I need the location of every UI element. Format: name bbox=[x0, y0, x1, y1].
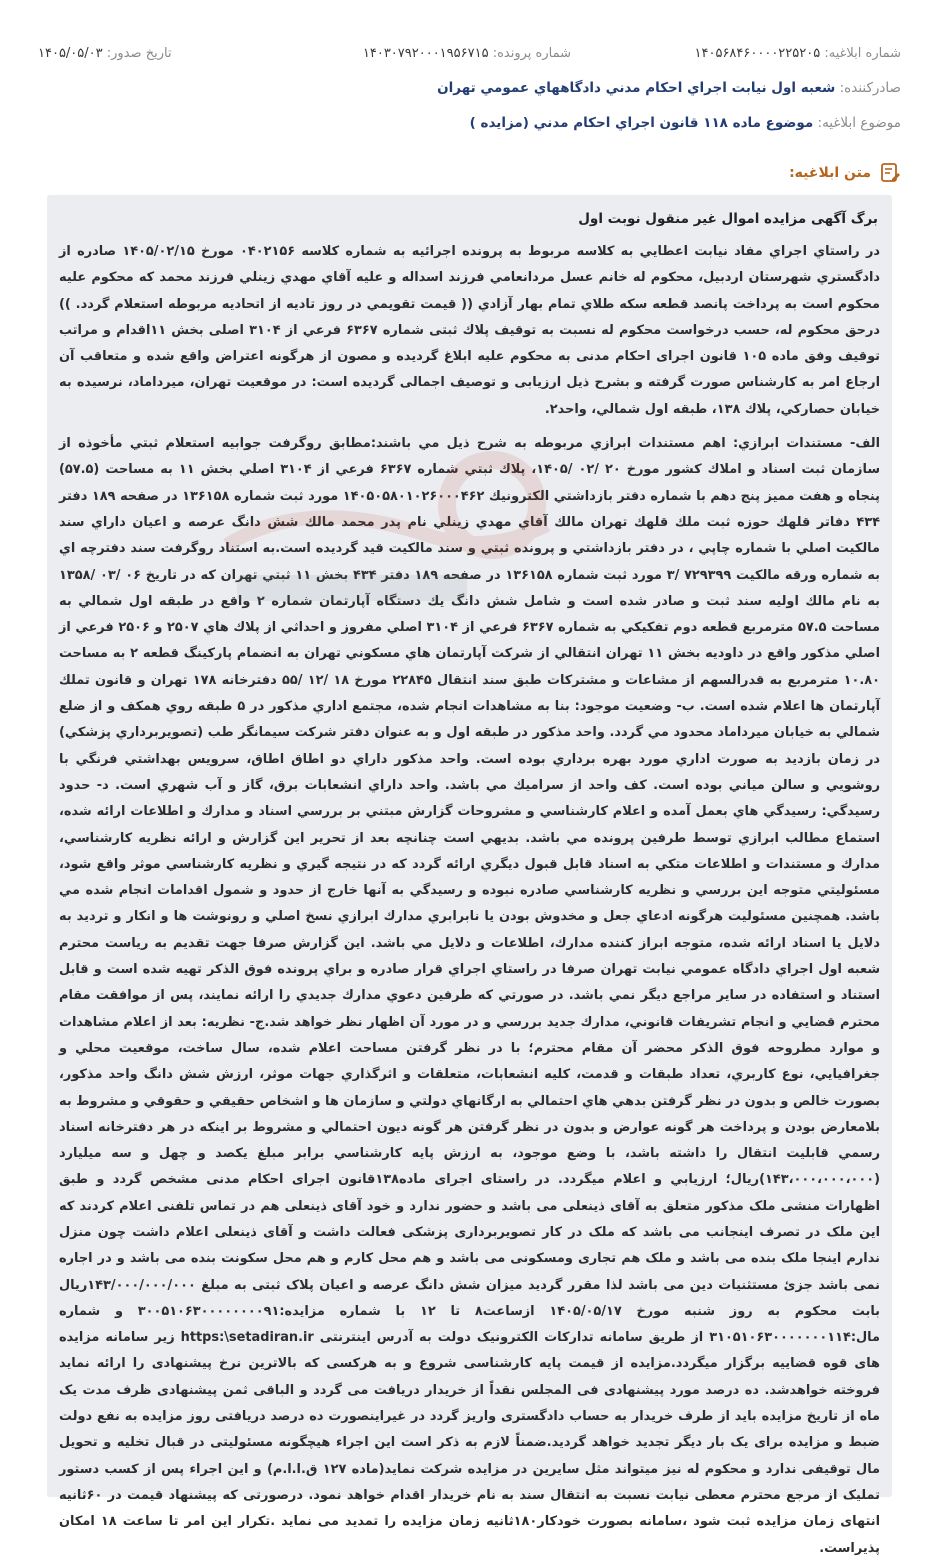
edit-document-icon bbox=[879, 162, 901, 184]
notice-heading: برگ آگهی مزایده اموال غیر منقول نوبت اول bbox=[578, 211, 878, 227]
notice-meta-row bbox=[38, 46, 901, 70]
notice-text-box bbox=[47, 195, 892, 1556]
notice-number bbox=[695, 46, 901, 61]
subject-row bbox=[38, 115, 901, 131]
issuer-label: صادرکننده: bbox=[839, 80, 901, 96]
notice-number-label: شماره ابلاغيه: bbox=[824, 46, 901, 61]
issuer-row bbox=[38, 80, 901, 96]
notice-number-value: ۱۴۰۵۶۸۴۶۰۰۰۰۲۲۵۲۰۵ bbox=[694, 46, 821, 61]
notice-text-heading bbox=[789, 160, 901, 186]
case-number bbox=[363, 46, 571, 61]
case-number-label: شماره پرونده: bbox=[492, 46, 571, 61]
issue-date bbox=[38, 46, 172, 61]
notice-text-title: متن ابلاغيه: bbox=[789, 165, 871, 181]
notice-paragraph-details: الف- مستندات ابرازي: اهم مستندات ابرازي مربوطه به شرح ذيل مي باشند:مطابق روگرفت جوابيه استعلام ثبتي مأخوذه از سازمان ثبت اسناد و املاك كشور مورخ ۲۰ /۰۲ /۱۴۰۵، پلاك ثبتي شماره ۶۳۶۷ فرعي از ۳۱۰۴ اصلي بخش ۱۱ به مساحت (۵۷.۵) پنجاه و هفت مميز پنج دهم با شماره دفتر بازداشتي الكترونيك ۱۴۰۵۰۵۸۰۱۰۲۶۰۰۰۴۶۲ مورد ثبت شماره ۱۳۶۱۵۸ در صفحه ۱۸۹ دفتر ۴۳۴ دفاتر قلهك حوزه ثبت ملك قلهك تهران مالك آقاي مهدي زينلي نام پدر محمد مالك شش دانگ عرصه و اعيان داراي سند مالكيت اصلي با شماره چاپي ، در دفتر بازداشتي و پرونده ثبتي و سند مالكيت قيد گرديده است.به استناد روگرفت سند دفترچه اي به شماره ورقه مالكيت ۷۲۹۳۹۹ /۳ مورد ثبت شماره ۱۳۶۱۵۸ در صفحه ۱۸۹ دفتر ۴۳۴ بخش ۱۱ ثبتي تهران كه در تاريخ ۰۶ /۰۳ /۱۳۵۸ به نام مالك اوليه سند ثبت و صادر شده است و شامل شش دانگ يك دستگاه آپارتمان شماره ۲ واقع در طبقه اول شمالي به مساحت ۵۷.۵ مترمربع قطعه دوم تفكيكي به شماره ۶۳۶۷ فرعي از ۳۱۰۴ اصلي مفروز و احداثي از پلاك هاي ۲۵۰۷ و ۲۵۰۶ فرعي از اصلي مذكور واقع در داوديه بخش ۱۱ تهران انتقالي از شركت آپارتمان هاي مسكوني تهران به انضمام پاركينگ قطعه ۲ به مساحت ۱۰.۸۰ مترمربع به قدرالسهم از مشاعات و مشتركات طبق سند انتقال ۲۲۸۴۵ مورخ ۱۸ /۱۲ /۵۵ دفترخانه ۱۷۸ تهران و قانون تملك آپارتمان ها اعلام شده است. ب- وضعيت موجود: بنا به مشاهدات انجام شده، مجتمع اداري مذكور در ۵ طبقه روي همكف و از ضلع شمالي به خيابان ميرداماد محدود مي گردد. واحد مذكور در طبقه اول و به عنوان دفتر شركت سيمانگر طب (تصويربرداري پزشكي) در زمان بازديد به صورت اداري مورد بهره برداري بوده است. واحد مذكور داراي دو اطاق اطاق، سرويس بهداشتي فرنگي با روشويي و سالن مياني بوده است. كف واحد از سراميك مي باشد. واحد داراي انشعابات برق، گاز و آب شهري است. د- حدود رسيدگي: رسيدگي هاي بعمل آمده و اعلام كارشناسي و مشروحات گزارش مبتني بر بررسي اسناد و مدارك و اطلاعات ارائه شده، استماع مطالب ابرازي توسط طرفين پرونده مي باشد. بديهي است چنانچه بعد از تحرير اين گزارش و ارائه نظريه كارشناسي، مدارك و مستندات و اطلاعات متكي به اسناد قابل قبول ديگري ارائه گردد كه در نتيجه گيري و نظريه كارشناسي موثر واقع شود، مسئوليتي متوجه اين بررسي و نظريه كارشناسي صادره نبوده و رسيدگي به آنها خارج از حدود و شمول اقدامات انجام شده مي باشد. همچنين مسئوليت هرگونه ادعاي جعل و مخدوش بودن يا نابرابري مدارك ابرازي نسخ اصلي و رونوشت ها و انكار و ترديد به دلايل يا اسناد ارائه شده، متوجه ابراز كننده مدارك، اطلاعات و دلايل مي باشد. اين گزارش صرفا جهت تقديم به رياست محترم شعبه اول اجراي دادگاه عمومي نيابت تهران صرفا در راستاي اجراي قرار صادره و براي پرونده فوق الذكر تهيه شده است و قابل استناد و استفاده در ساير مراجع ديگر نمي باشد. در صورتي كه طرفين دعوي مدارك جديدي را ارائه نمايند، پس از موافقت مقام محترم قضايي و انجام تشريفات قانوني، مدارك جديد بررسي و در مورد آن اظهار نظر خواهد شد.ج- نظريه: بعد از اعلام مشاهدات و موارد مطروحه فوق الذكر محضر آن مقام محترم؛ با در نظر گرفتن مساحت اعلام شده، سال ساخت، موقعيت محلي و جغرافيايي، نوع كاربري، تعداد طبقات و قدمت، كليه انشعابات، متعلقات و اثرگذاري جهات موثر، ارزش شش دانگ واحد مذكور، بصورت خالص و بدون در نظر گرفتن بدهي هاي احتمالي به ارگانهاي دولتي و سازمان ها و اشخاص حقيقي و حقوقي و مشروط به بلامعارض بودن و پرداخت هر گونه عوارض و بدون در نظر گرفتن هر گونه ديون احتمالي و مشروط بر اينكه در هر دفترخانه اسناد رسمي قابليت انتقال را داشته باشد، با وضع موجود، به ارزش پايه كارشناسي برابر مبلغ يكصد و چهل و سه ميليارد (۱۴۳،۰۰۰،۰۰۰،۰۰۰)ريال؛ ارزيابي و اعلام ميگردد. در راستای اجرای ماده۱۳۸قانون اجرای احکام مدنی مشخص گردد و طبق اظهارات منشی ملک مذکور متعلق به آقای ذينعلی می باشد و حضور ندارد و خود آقای ذينعلی هم در تماس تلفنی اعلام کردند که اين ملک در تصرف اينجانب می باشد که ملک در کار تصويربرداری پزشکی فعالت داشت و آقای ذينعلی اعلام داشت چون منزل ندارم اينجا ملک بنده می باشد و ملک هم تجاری ومسکونی می باشد و هم محل کارم و هم محل سکونت بنده می باشد و در اجاره نمی باشد جزئ مستثنيات دين می باشد لذا مقرر گرديد ميزان شش دانگ عرصه و اعيان پلاک ثبتی به مبلغ ۱۴۳/۰۰۰/۰۰۰/۰۰۰ريال بابت محکوم به روز شنبه مورخ ۱۴۰۵/۰۵/۱۷ ازساعت۸ تا ۱۲ با شماره مزايده:۳۰۰۵۱۰۶۳۰۰۰۰۰۰۰۰۹۱ و شماره مال:۳۱۰۵۱۰۶۳۰۰۰۰۰۰۰۱۱۴ از طريق سامانه تدارکات الکترونيک دولت به آدرس اينترنتی https:\setadiran.ir زير سامانه مزايده های قوه قضاييه برگزار ميگردد.مزايده از قيمت پايه کارشناسی شروع و به هرکسی که بالاترين نرخ پيشنهادی را ارائه نمايد فروخته خواهدشد. ده درصد مورد پيشنهادی فی المجلس نقداً از خريدار دريافت می گردد و الباقی ثمن پيشنهادی ظرف مدت يک ماه از تاريخ مزايده بايد از طرف خريدار به حساب دادگستری واريز گردد در غيراينصورت ده درصد دريافتی روز مزايده به نفع دولت ضبط و مزايده برای يک بار ديگر تجديد خواهد گرديد.ضمناً لازم به ذکر است اين اجراء هيچگونه مسئوليتی در قبال تخليه و تحويل مال توقيفی ندارد و محکوم له نيز ميتواند مثل سايرين در مزايده شرکت نمايد(ماده ۱۲۷ ق.ا.ا.م) و اين اجراء پس از کسب دستور تمليک از مرجع محترم معطی نيابت نسبت به انتقال سند به نام خريدار اقدام خواهد نمود. درصورتی که پيشنهاد قيمت در ۶۰ثانيه انتهای زمان مزايده ثبت شود ،سامانه بصورت خودکار۱۸۰ثانيه زمان مزايده را تمديد می نمايد .تکرار اين امر تا ساعت ۱۸ امکان پذيراست. bbox=[59, 436, 881, 1556]
issuer-value: شعبه اول نيابت اجراي احکام مدني دادگاههاي عمومي تهران bbox=[437, 80, 836, 96]
subject-label: موضوع ابلاغيه: bbox=[817, 115, 901, 131]
subject-value: موضوع ماده ۱۱۸ قانون اجراي احکام مدني (مزايده ) bbox=[469, 115, 814, 131]
notice-paragraph-intro: در راستاي اجراي مفاد نيابت اعطايي به کلاسه مربوط به پرونده اجرائيه به شماره کلاسه ۰۴۰۲۱۵۶ مورخ ۱۴۰۵/۰۲/۱۵ صادره از دادگستري شهرستان اردبيل، محکوم له خانم عسل مردانعامي فرزند اسداله و عليه آقاي مهدي زينلي فرزند محمد که محکوم عليه محکوم است به پرداخت پانصد قطعه سکه طلاي تمام بهار آزادي (( قيمت تقويمي در روز تاديه از اتحاديه مربوطه استعلام گردد. )) درحق محکوم له، حسب درخواست محکوم له نسبت به توقيف پلاك ثبتی شماره ۶۳۶۷ فرعي از ۳۱۰۴ اصلی بخش ۱۱اقدام و مراتب توقيف وفق ماده ۱۰۵ قانون اجرای احکام مدنی به محکوم عليه ابلاغ گرديده و مصون از هرگونه اعتراض واقع شده و متعاقب آن ارجاع امر به کارشناس صورت گرفته و بشرح ذيل ارزيابی و توصيف اجمالی گرديده است: در موقعيت تهران، ميرداماد، نرسيده به خيابان حصاركي، پلاك ۱۳۸، طبقه اول شمالي، واحد۲. bbox=[59, 244, 881, 417]
case-number-value: ۱۴۰۳۰۷۹۲۰۰۰۱۹۵۶۷۱۵ bbox=[362, 46, 489, 61]
issue-date-value: ۱۴۰۵/۰۵/۰۳ bbox=[38, 46, 103, 61]
issue-date-label: تاريخ صدور: bbox=[106, 46, 172, 61]
